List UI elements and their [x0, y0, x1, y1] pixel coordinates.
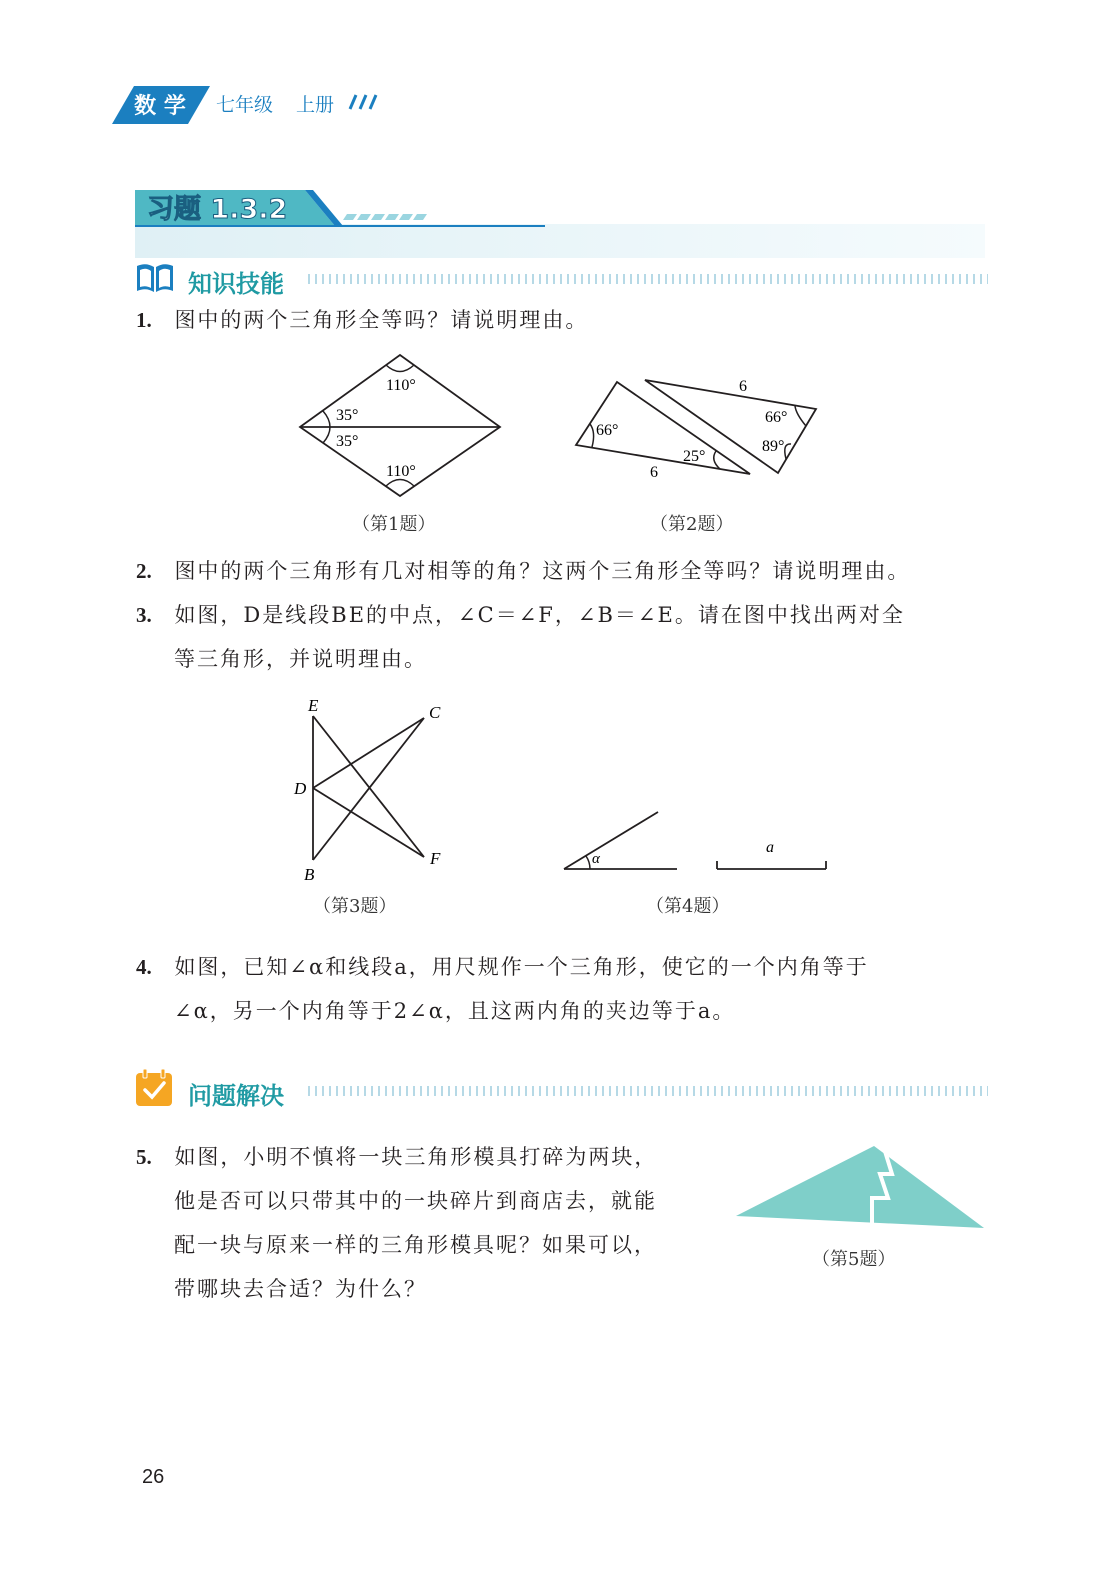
fig1-angle-left-top: 35°: [336, 407, 359, 424]
fig2-t2-angle-bottom: 89°: [762, 438, 785, 455]
header-slash-icon: [344, 93, 380, 111]
figure-1-kite: [296, 350, 506, 500]
q5-line3: 配一块与原来一样的三角形模具呢？如果可以，: [174, 1233, 657, 1257]
fig4-label-alpha: α: [592, 851, 600, 867]
fig2-t2-side: 6: [739, 378, 747, 395]
q5-line1: 如图，小明不慎将一块三角形模具打碎为两块，: [174, 1145, 658, 1169]
grade-label: 七年级: [216, 94, 274, 116]
q2-number: 2.: [136, 559, 152, 583]
q5-line4: 带哪块去合适？为什么？: [174, 1277, 427, 1301]
fig3-caption: （第3题）: [313, 896, 397, 917]
fig1-angle-bottom: 110°: [386, 463, 416, 480]
fig3-label-D: D: [294, 779, 307, 798]
fig4-label-a: a: [766, 839, 774, 856]
figure-5-broken-triangle: [734, 1140, 986, 1232]
q5-number: 5.: [136, 1145, 152, 1169]
exercise-title-bar: [135, 188, 985, 258]
q4-number: 4.: [136, 955, 152, 979]
figure-2-triangles: [570, 372, 825, 484]
book-icon: [135, 262, 175, 294]
fig2-caption: （第2题）: [650, 514, 734, 535]
fig2-t2-angle-top: 66°: [765, 409, 788, 426]
fig5-caption: （第5题）: [812, 1249, 896, 1270]
fig4-caption: （第4题）: [646, 896, 730, 917]
fig3-label-F: F: [430, 849, 441, 868]
q3-line1: 如图，D是线段BE的中点，∠C＝∠F，∠B＝∠E。请在图中找出两对全: [174, 603, 905, 627]
q4-line1: 如图，已知∠α和线段a，用尺规作一个三角形，使它的一个内角等于: [174, 955, 869, 979]
fig2-t1-angle-left: 66°: [596, 422, 619, 439]
q2-text: 图中的两个三角形有几对相等的角？这两个三角形全等吗？请说明理由。: [174, 559, 911, 583]
checklist-icon: [135, 1068, 175, 1108]
q5-line2: 他是否可以只带其中的一块碎片到商店去，就能: [174, 1189, 657, 1213]
subject-label: 数 学: [134, 94, 186, 119]
fig1-angle-left-bottom: 35°: [336, 433, 359, 450]
q3-line2: 等三角形，并说明理由。: [174, 647, 427, 671]
q4-line2: ∠α，另一个内角等于2∠α，且这两内角的夹边等于a。: [174, 999, 736, 1023]
fig1-caption: （第1题）: [352, 514, 436, 535]
figure-4-angle-segment: [560, 805, 835, 875]
q1-number: 1.: [136, 308, 152, 332]
volume-label: 上册: [296, 94, 335, 116]
page-number: 26: [142, 1466, 165, 1488]
fig3-label-C: C: [429, 703, 441, 722]
section-knowledge-title: 知识技能: [188, 270, 284, 298]
fig3-label-E: E: [308, 696, 319, 715]
fig2-t1-side: 6: [650, 464, 658, 481]
section-problem-title: 问题解决: [188, 1082, 284, 1110]
fig2-t1-angle-right: 25°: [683, 448, 706, 465]
fig1-angle-top: 110°: [386, 377, 416, 394]
section-divider: [308, 272, 988, 286]
fig3-label-B: B: [304, 865, 315, 884]
subject-badge: [112, 86, 210, 124]
exercise-title: 习题 1.3.2: [147, 194, 288, 225]
section2-divider: [308, 1084, 988, 1098]
figure-3-triangles: [288, 690, 458, 885]
q3-number: 3.: [136, 603, 152, 627]
q1-text: 图中的两个三角形全等吗？请说明理由。: [174, 308, 589, 332]
